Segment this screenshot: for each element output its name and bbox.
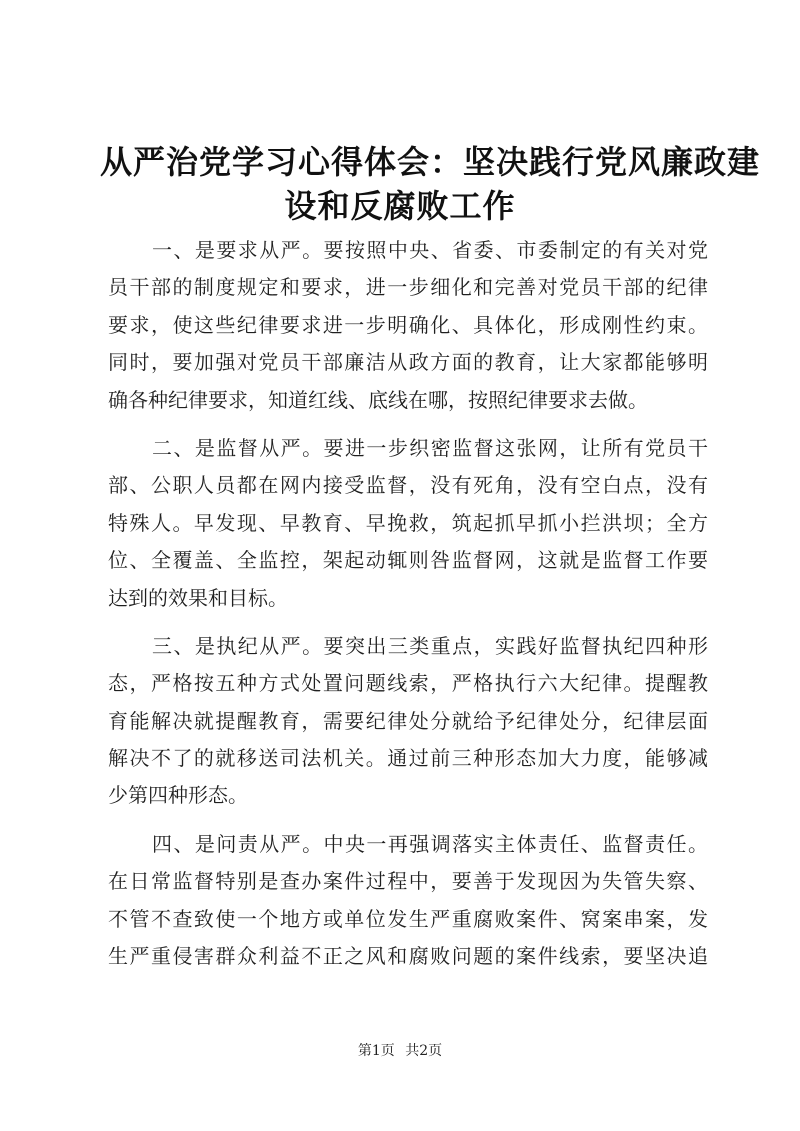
text-line: 解决不了的就移送司法机关。通过前三种形态加大力度，能够减 bbox=[108, 746, 708, 771]
text-line: 位、全覆盖、全监控，架起动辄则咎监督网，这就是监督工作要 bbox=[108, 548, 708, 573]
text-line: 特殊人。早发现、早教育、早挽救，筑起抓早抓小拦洪坝；全方 bbox=[108, 510, 708, 535]
text-line: 达到的效果和目标。 bbox=[108, 585, 288, 610]
page-number: 第1页 bbox=[357, 1043, 395, 1059]
text-line: 一、是要求从严。要按照中央、省委、市委制定的有关对党 bbox=[152, 238, 708, 262]
text-line: 育能解决就提醒教育，需要纪律处分就给予纪律处分，纪律层面 bbox=[108, 708, 708, 733]
page-footer bbox=[0, 1040, 800, 1060]
page-total: 共2页 bbox=[405, 1043, 443, 1059]
paragraph-discipline bbox=[108, 628, 708, 815]
document-body bbox=[108, 232, 708, 986]
text-line: 生严重侵害群众利益不正之风和腐败问题的案件线索，要坚决追 bbox=[108, 944, 708, 969]
text-line: 四、是问责从严。中央一再强调落实主体责任、监督责任。 bbox=[152, 831, 708, 856]
text-line: 确各种纪律要求，知道红线、底线在哪，按照纪律要求去做。 bbox=[108, 387, 648, 412]
paragraph-accountability bbox=[108, 826, 708, 976]
title-line: 设和反腐败工作 bbox=[284, 187, 516, 225]
text-line: 要求，使这些纪律要求进一步明确化、具体化，形成刚性约束。 bbox=[108, 312, 708, 337]
text-line: 二、是监督从严。要进一步织密监督这张网，让所有党员干 bbox=[152, 435, 708, 460]
text-line: 三、是执纪从严。要突出三类重点，实践好监督执纪四种形 bbox=[152, 633, 708, 658]
text-line: 态，严格按五种方式处置问题线索，严格执行六大纪律。提醒教 bbox=[108, 671, 708, 696]
paragraph-requirement bbox=[108, 232, 708, 419]
title-line: 从严治党学习心得体会：坚决践行党风廉政建 bbox=[100, 143, 761, 181]
text-line: 在日常监督特别是查办案件过程中，要善于发现因为失管失察、 bbox=[108, 869, 708, 894]
text-line: 同时，要加强对党员干部廉洁从政方面的教育，让大家都能够明 bbox=[108, 350, 708, 375]
document-title bbox=[100, 140, 761, 228]
paragraph-supervision bbox=[108, 430, 708, 617]
text-line: 不管不查致使一个地方或单位发生严重腐败案件、窝案串案，发 bbox=[108, 906, 708, 931]
text-line: 员干部的制度规定和要求，进一步细化和完善对党员干部的纪律 bbox=[108, 275, 708, 300]
text-line: 少第四种形态。 bbox=[108, 783, 248, 808]
text-line: 部、公职人员都在网内接受监督，没有死角，没有空白点，没有 bbox=[108, 473, 708, 498]
